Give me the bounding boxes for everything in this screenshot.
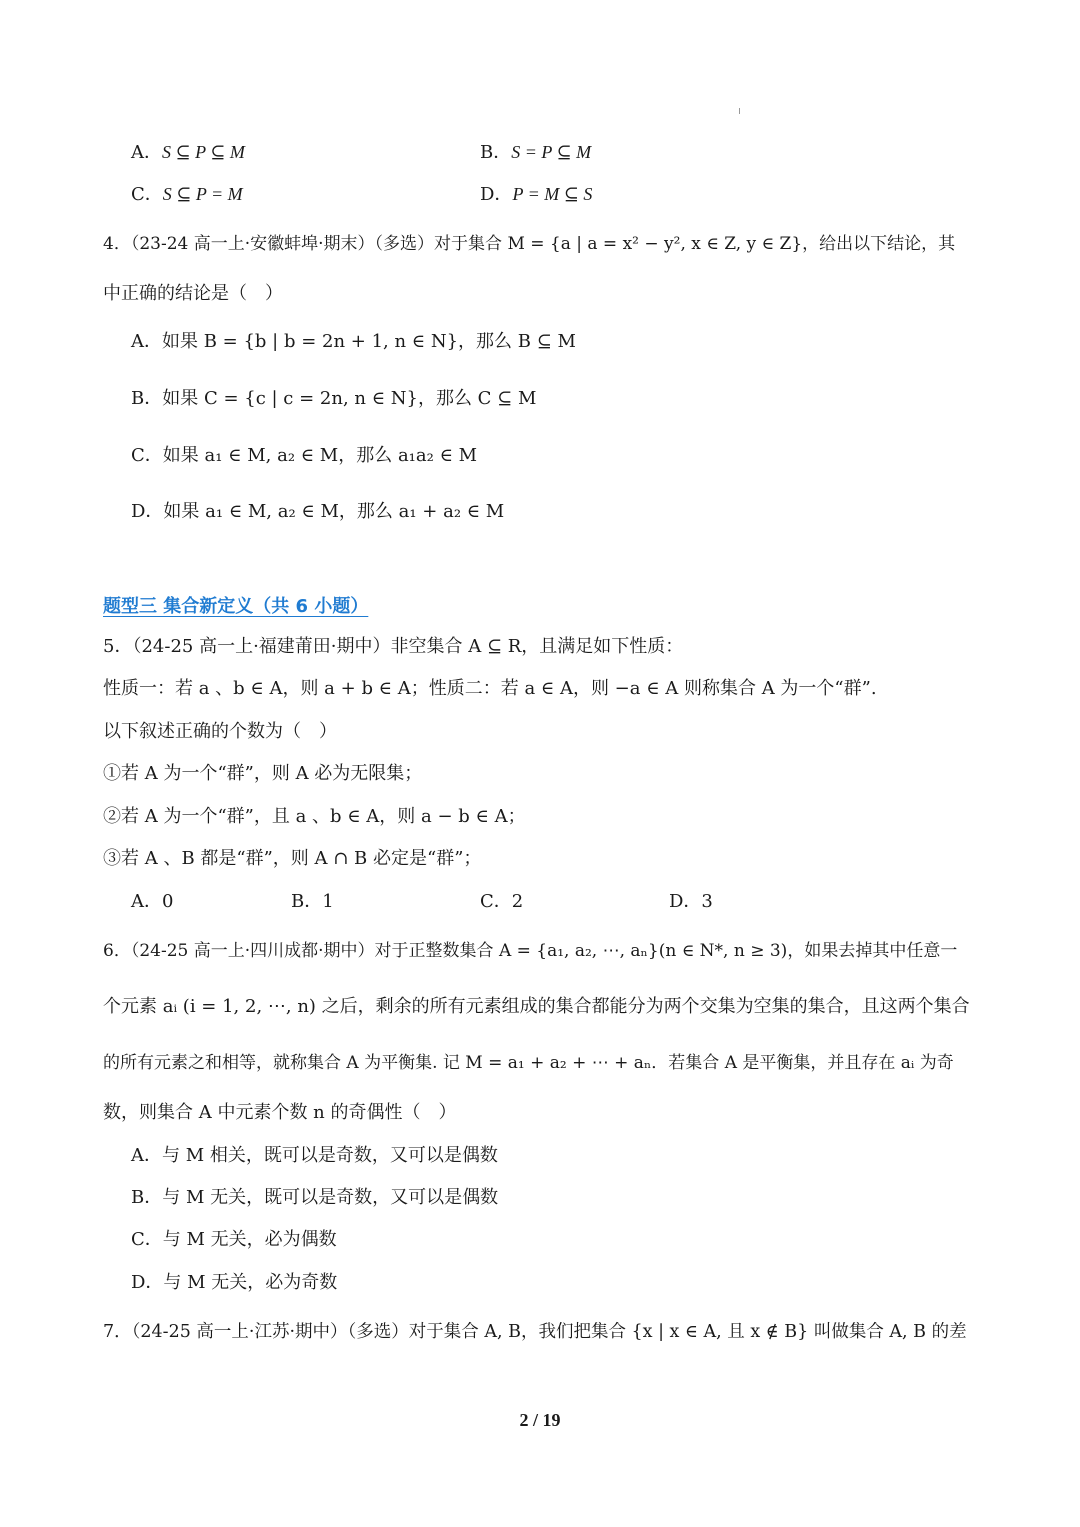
q5-stem: 5．（24-25 高一上·福建莆田·期中）非空集合 A ⊆ R，且满足如下性质：	[103, 636, 684, 657]
q4-stem-line1: 4．（23-24 高一上·安徽蚌埠·期末）（多选）对于集合 M = {a | a = x² − y², x ∈ Z, y ∈ Z}，给出以下结论，其	[103, 234, 956, 254]
q6-option-c: C．与 M 无关，必为偶数	[131, 1229, 337, 1250]
q6-line1: 6．（24-25 高一上·四川成都·期中）对于正整数集合 A = {a₁, a₂, ⋯, aₙ}(n ∈ N*, n ≥ 3)，如果去掉其中任意一	[103, 941, 958, 961]
q6-line4: 数，则集合 A 中元素个数 n 的奇偶性（ ）	[103, 1102, 457, 1123]
q5-item-1: ①若 A 为一个“群”，则 A 必为无限集；	[103, 763, 423, 784]
q4-option-a: A．如果 B = {b | b = 2n + 1, n ∈ N}，那么 B ⊆ M	[131, 331, 576, 352]
q5-properties: 性质一：若 a 、b ∈ A，则 a + b ∈ A；性质二：若 a ∈ A，则 −a ∈ A 则称集合 A 为一个“群”.	[103, 678, 877, 699]
q6-option-b: B．与 M 无关，既可以是奇数，又可以是偶数	[131, 1187, 499, 1208]
q6-line2: 个元素 aᵢ (i = 1, 2, ⋯, n) 之后，剩余的所有元素组成的集合都能分为两个交集为空集的集合，且这两个集合	[103, 996, 970, 1017]
q6-option-a: A．与 M 相关，既可以是奇数，又可以是偶数	[131, 1145, 498, 1166]
page-number: 2 / 19	[519, 1410, 561, 1430]
q3-option-a: A．S ⊆ P ⊆ M	[131, 142, 245, 163]
section-title: 题型三 集合新定义（共 6 小题）	[103, 596, 369, 617]
q5-option-a: A．0	[131, 891, 174, 912]
q5-question: 以下叙述正确的个数为（ ）	[103, 721, 337, 742]
q6-option-d: D．与 M 无关，必为奇数	[131, 1272, 338, 1293]
q5-item-3: ③若 A 、B 都是“群”，则 A ∩ B 必定是“群”；	[103, 848, 482, 869]
q3-option-c: C．S ⊆ P = M	[131, 184, 243, 205]
q5-option-d: D．3	[669, 891, 713, 912]
q4-option-d: D．如果 a₁ ∈ M, a₂ ∈ M，那么 a₁ + a₂ ∈ M	[131, 501, 505, 522]
q4-option-b: B．如果 C = {c | c = 2n, n ∈ N}，那么 C ⊆ M	[131, 388, 537, 409]
q5-option-b: B．1	[291, 891, 334, 912]
stray-mark	[739, 108, 740, 114]
q7-line1: 7．（24-25 高一上·江苏·期中）（多选）对于集合 A, B，我们把集合 {x | x ∈ A, 且 x ∉ B} 叫做集合 A, B 的差	[103, 1322, 967, 1342]
q4-stem-line2: 中正确的结论是（ ）	[103, 283, 283, 304]
q3-option-d: D．P = M ⊆ S	[480, 184, 593, 205]
q4-option-c: C．如果 a₁ ∈ M, a₂ ∈ M，那么 a₁a₂ ∈ M	[131, 445, 478, 466]
q5-option-c: C．2	[480, 891, 524, 912]
q5-item-2: ②若 A 为一个“群”，且 a 、b ∈ A，则 a − b ∈ A；	[103, 806, 526, 827]
q6-line3: 的所有元素之和相等，就称集合 A 为平衡集. 记 M = a₁ + a₂ + ⋯ + aₙ．若集合 A 是平衡集，并且存在 aᵢ 为奇	[103, 1053, 954, 1073]
q3-option-b: B．S = P ⊆ M	[480, 142, 592, 163]
